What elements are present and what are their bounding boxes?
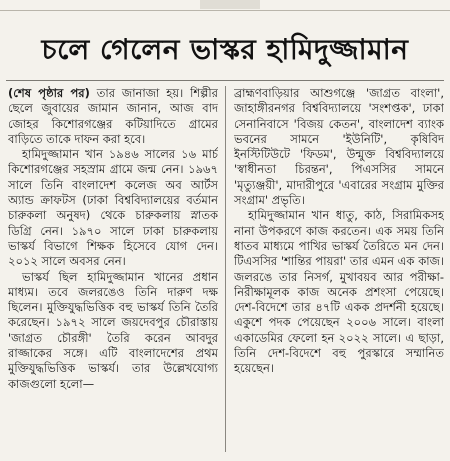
article-column-right bbox=[234, 86, 444, 458]
paragraph: ভাস্কর্য ছিল হামিদুজ্জামান খানের প্রধান মাধ্যম। তবে জলরঙেও তিনি দারুণ দক্ষ ছিলেন। মুক্তিযুদ্ধভিত্তিক বহু ভাস্কর্য তিনি তৈরি করেছেন। ১৯৭২ সালে জয়দেবপুর চৌরাস্তায় 'জাগ্রত চৌরঙ্গী' তৈরি করেন আবদুর রাজ্জাকের সঙ্গে। এটি বাংলাদেশের প্রথম মুক্তিযুদ্ধভিত্তিক ভাস্কর্য। তার উল্লেখযোগ্য কাজগুলো হলো— bbox=[8, 269, 218, 391]
paragraph: ব্রাহ্মণবাড়িয়ার আশুগঞ্জে 'জাগ্রত বাংলা', জাহাঙ্গীরনগর বিশ্ববিদ্যালয়ে 'সংশপ্তক', ঢাকা সেনানিবাসে 'বিজয় কেতন', বাংলাদেশ ব্যাংক ভবনের সামনে 'ইউনিটি', কৃষিবিদ ইনস্টিটিউটে 'ফিডম', উন্মুক্ত বিশ্ববিদ্যালয়ে 'স্বাধীনতা চিরন্তন', পিএসসির সামনে 'মৃত্যুঞ্জয়ী', মাদারীপুরে 'এবারের সংগ্রাম মুক্তির সংগ্রাম' প্রভৃতি। bbox=[234, 86, 444, 208]
paragraph bbox=[8, 86, 218, 147]
headline: চলে গেলেন ভাস্কর হামিদুজ্জামান bbox=[41, 33, 409, 66]
continued-marker: (শেষ পৃষ্ঠার পর) bbox=[8, 86, 90, 100]
article-column-left bbox=[8, 86, 218, 458]
paragraph: হামিদুজ্জামান খান ধাতু, কাঠ, সিরামিকসহ নানা উপকরণে কাজ করতেন। এক সময় তিনি ধাতব মাধ্যমে পাখির ভাস্কর্য তৈরিতে মন দেন। টিএসসির 'শান্তির পায়রা' তার এমন এক কাজ। জলরঙে তার নিসর্গ, মুখাবয়ব আর পরীক্ষা-নিরীক্ষামূলক কাজ অনেক প্রশংসা পেয়েছে। দেশ-বিদেশে তার ৪৭টি একক প্রদর্শনী হয়েছে। একুশে পদক পেয়েছেন ২০০৬ সালে। বাংলা একাডেমির ফেলো হন ২০২২ সালে। এ ছাড়া, তিনি দেশ-বিদেশে বহু পুরস্কারে সম্মানিত হয়েছেন। bbox=[234, 208, 444, 376]
top-rule bbox=[0, 10, 450, 11]
paragraph: হামিদুজ্জামান খান ১৯৪৬ সালের ১৬ মার্চ কিশোরগঞ্জের সহস্রাম গ্রামে জন্ম নেন। ১৯৬৭ সালে তিনি বাংলাদেশ কলেজ অব আর্টস অ্যান্ড ক্রাফটস (ঢাকা বিশ্ববিদ্যালয়ের বর্তমান চারুকলা অনুষদ) থেকে চারুকলায় স্নাতক ডিগ্রি নেন। ১৯৭০ সালে ঢাকা চারুকলায় ভাস্কর্য বিভাগে শিক্ষক হিসেবে যোগ দেন। ২০১২ সালে অবসর নেন। bbox=[8, 147, 218, 269]
top-accent-bar bbox=[200, 0, 260, 9]
paragraph-text: তার জানাজা হয়। শিল্পীর ছেলে জুবায়ের জামান জানান, আজ বাদ জোহর কিশোরগঞ্জের কটিয়াদিতে গ্রামের বাড়িতে তাকে দাফন করা হবে। bbox=[8, 86, 218, 146]
headline-rule bbox=[6, 80, 444, 81]
column-divider bbox=[225, 86, 226, 452]
